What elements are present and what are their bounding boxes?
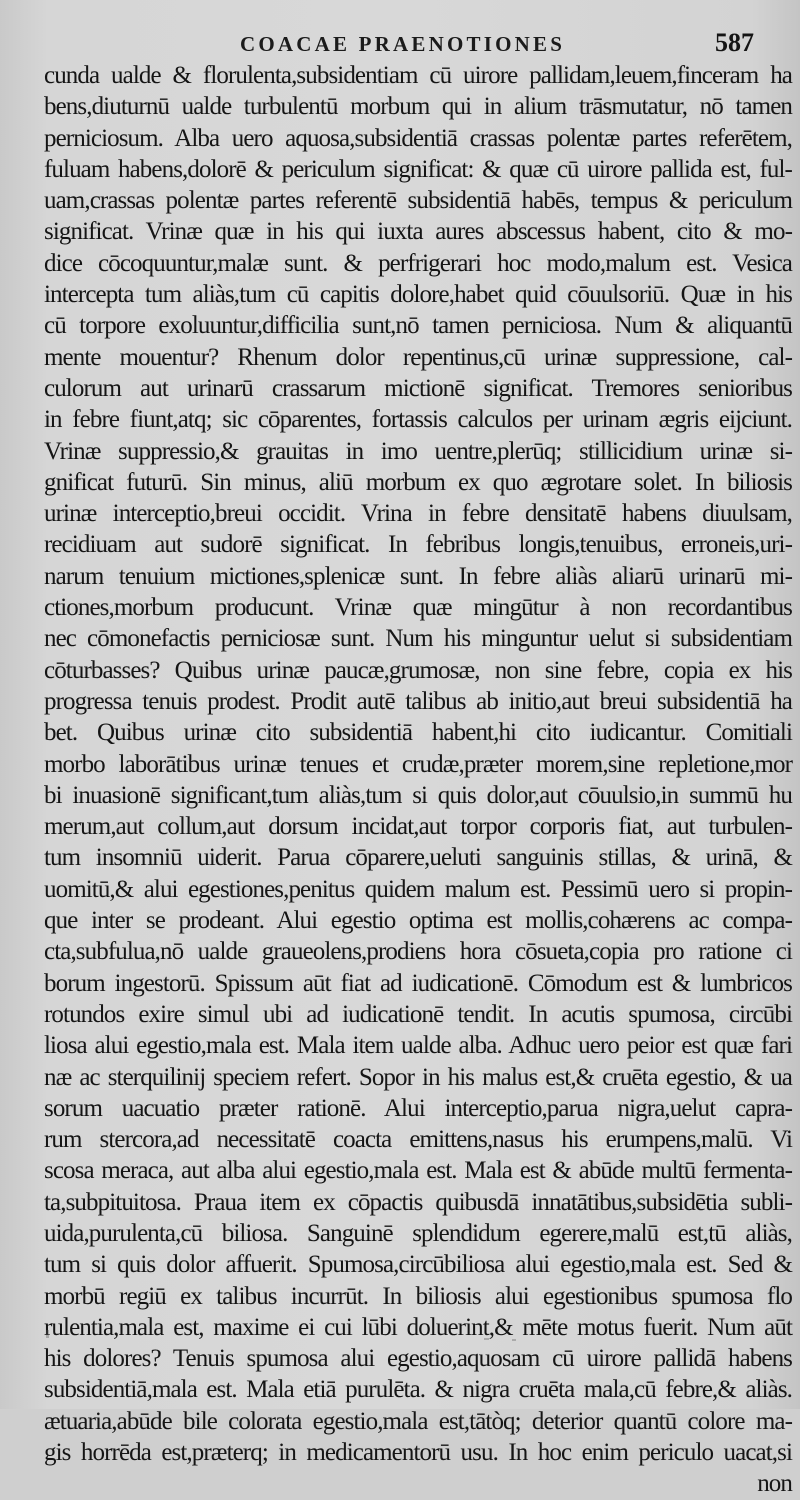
text-line: bet. Quibus urinæ cito subsidentiā habent,hi cito iudicantur. Comitiali xyxy=(44,719,792,747)
ink-speck xyxy=(512,1339,516,1341)
text-line: mente mouentur? Rhenum dolor repentinus,cū urinæ suppressione, cal- xyxy=(44,343,792,371)
running-title: COACAE PRAENOTIONES xyxy=(240,32,566,56)
text-line: cōturbasses? Quibus urinæ paucæ,grumosæ, non sine febre, copia ex his xyxy=(44,656,792,684)
text-line: progressa tenuis prodest. Prodit autē talibus ab initio,aut breui subsidentiā ha xyxy=(44,687,792,715)
text-line: bens,diuturnū ualde turbulentū morbum qui in alium trāsmutatur, nō tamen xyxy=(44,93,792,121)
text-line: ætuaria,abūde bile colorata egestio,mala est,tātòq; deterior quantū colore ma- xyxy=(44,1407,792,1435)
text-line: fuluam habens,dolorē & periculum significat: & quæ cū uirore pallida est, ful- xyxy=(44,155,792,183)
text-line: cunda ualde & florulenta,subsidentiam cū uirore pallidam,leuem,finceram ha xyxy=(44,62,792,89)
text-line: subsidentiā,mala est. Mala etiā purulēta. & nigra cruēta mala,cū febre,& aliàs. xyxy=(44,1376,792,1404)
text-line: his dolores? Tenuis spumosa alui egestio,aquosam cū uirore pallidā habens xyxy=(44,1345,792,1373)
text-line: non xyxy=(757,1470,792,1498)
body-text xyxy=(44,60,792,1500)
ink-speck xyxy=(46,1330,49,1338)
text-line: morbo laborātibus urinæ tenues et crudæ,præter morem,sine repletione,mor xyxy=(44,750,792,778)
text-line: narum tenuium mictiones,splenicæ sunt. In febre aliàs aliarū urinarū mi- xyxy=(44,562,792,590)
text-line: cū torpore exoluuntur,difficilia sunt,nō tamen perniciosa. Num & aliquantū xyxy=(44,312,792,340)
text-line: tum si quis dolor affuerit. Spumosa,circūbiliosa alui egestio,mala est. Sed & xyxy=(44,1251,792,1279)
text-line: dice cōcoquuntur,malæ sunt. & perfrigerari hoc modo,malum est. Vesica xyxy=(44,249,792,277)
text-line: recidiuam aut sudorē significat. In febribus longis,tenuibus, erroneis,uri- xyxy=(44,531,792,559)
text-line: intercepta tum aliàs,tum cū capitis dolore,habet quid cōuulsoriū. Quæ in his xyxy=(44,281,792,309)
text-line: liosa alui egestio,mala est. Mala item ualde alba. Adhuc uero peior est quæ fari xyxy=(44,1032,792,1060)
text-line: gis horrēda est,præterq; in medicamentorū usu. In hoc enim periculo uacat,si xyxy=(44,1439,792,1467)
text-line: gnificat futurū. Sin minus, aliū morbum ex quo ægrotare solet. In biliosis xyxy=(44,468,792,496)
text-line: borum ingestorū. Spissum aūt fiat ad iudicationē. Cōmodum est & lumbricos xyxy=(44,969,792,997)
text-line: Vrinæ suppressio,& grauitas in imo uentre,plerūq; stillicidium urinæ si- xyxy=(44,437,792,465)
text-line: significat. Vrinæ quæ in his qui iuxta aures abscessus habent, cito & mo- xyxy=(44,218,792,246)
text-line: uomitū,& alui egestiones,penitus quidem malum est. Pessimū uero si propin- xyxy=(44,875,792,903)
text-line: rotundos exire simul ubi ad iudicationē tendit. In acutis spumosa, circūbi xyxy=(44,1000,792,1028)
page-header xyxy=(0,30,800,60)
text-line: que inter se prodeant. Alui egestio optima est mollis,cohærens ac compa- xyxy=(44,907,792,935)
text-line: uida,purulenta,cū biliosa. Sanguinē splendidum egerere,malū est,tū aliàs, xyxy=(44,1219,792,1247)
text-line: ta,subpituitosa. Praua item ex cōpactis quibusdā innatātibus,subsidētia subli- xyxy=(44,1188,792,1216)
text-line: ctiones,morbum producunt. Vrinæ quæ mingūtur à non recordantibus xyxy=(44,594,792,622)
ink-speck xyxy=(484,1338,489,1340)
text-line: cta,subfulua,nō ualde graueolens,prodiens hora cōsueta,copia pro ratione ci xyxy=(44,938,792,966)
text-line: scosa meraca, aut alba alui egestio,mala est. Mala est & abūde multū fermenta- xyxy=(44,1157,792,1185)
text-line: bi inuasionē significant,tum aliàs,tum si quis dolor,aut cōuulsio,in summū hu xyxy=(44,781,792,809)
text-line: in febre fiunt,atq; sic cōparentes, fortassis calculos per urinam ægris eijciunt. xyxy=(44,406,792,434)
text-line: perniciosum. Alba uero aquosa,subsidentiā crassas polentæ partes referētem, xyxy=(44,124,792,152)
text-line: urinæ interceptio,breui occidit. Vrina in febre densitatē habens diuulsam, xyxy=(44,500,792,528)
text-line: merum,aut collum,aut dorsum incidat,aut torpor corporis fiat, aut turbulen- xyxy=(44,813,792,841)
text-line: nec cōmonefactis perniciosæ sunt. Num his minguntur uelut si subsidentiam xyxy=(44,625,792,653)
text-line: culorum aut urinarū crassarum mictionē significat. Tremores senioribus xyxy=(44,374,792,402)
text-line: rulentia,mala est, maxime ei cui lūbi doluerint,& mēte motus fuerit. Num aūt xyxy=(44,1313,792,1341)
text-line: næ ac sterquilinij speciem refert. Sopor in his malus est,& cruēta egestio, & ua xyxy=(44,1063,792,1091)
text-line: rum stercora,ad necessitatē coacta emittens,nasus his erumpens,malū. Vi xyxy=(44,1126,792,1154)
text-line: sorum uacuatio præter rationē. Alui interceptio,parua nigra,uelut capra- xyxy=(44,1094,792,1122)
text-line: tum insomniū uiderit. Parua cōparere,ueluti sanguinis stillas, & urinā, & xyxy=(44,844,792,872)
text-line: morbū regiū ex talibus incurrūt. In biliosis alui egestionibus spumosa flo xyxy=(44,1282,792,1310)
text-line: uam,crassas polentæ partes referentē subsidentiā habēs, tempus & periculum xyxy=(44,187,792,215)
page-number: 587 xyxy=(715,28,754,57)
